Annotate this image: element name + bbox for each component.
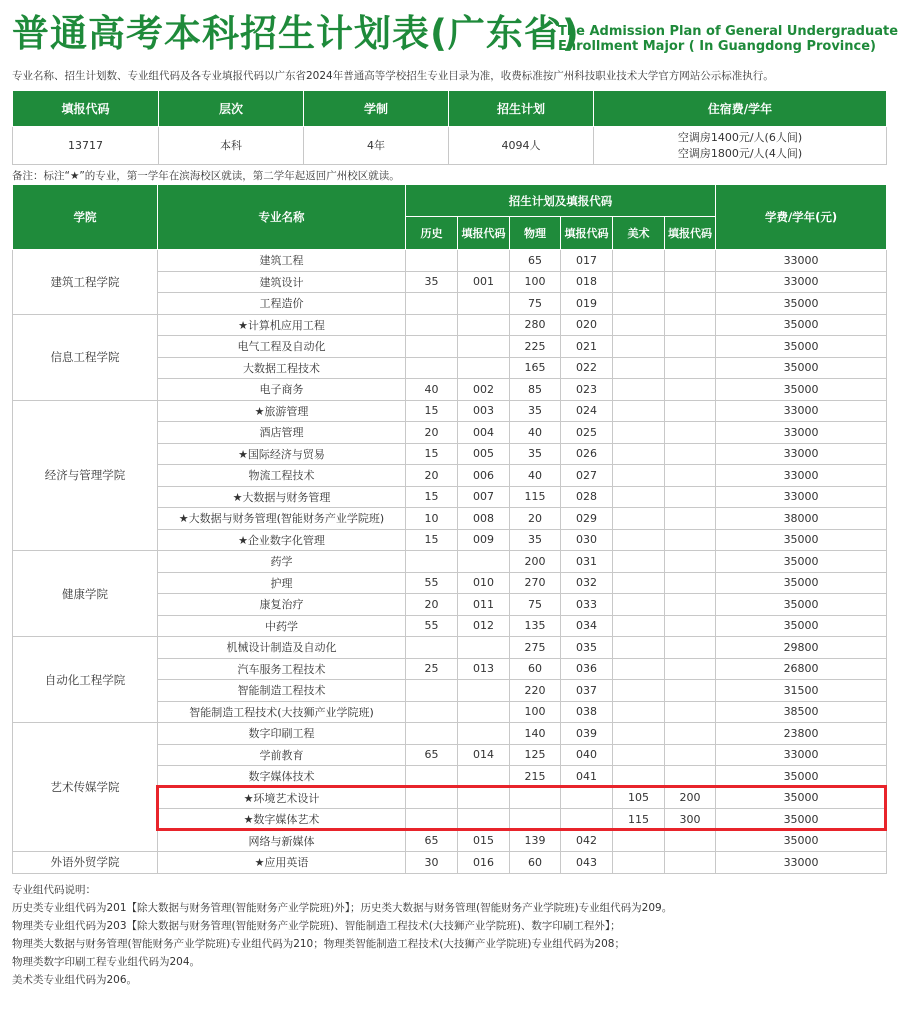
history-code: 009	[458, 529, 510, 551]
summary-table	[12, 90, 887, 165]
table-row	[13, 250, 887, 272]
art-code	[665, 422, 716, 444]
history-count	[406, 701, 458, 723]
history-count: 15	[406, 400, 458, 422]
physics-code: 020	[561, 314, 613, 336]
physics-count: 85	[510, 379, 561, 401]
physics-code: 029	[561, 508, 613, 530]
summary-header-row	[13, 91, 887, 127]
art-count: 115	[613, 809, 665, 831]
major-name: 智能制造工程技术(大技狮产业学院班)	[158, 701, 406, 723]
college-name: 建筑工程学院	[13, 250, 158, 315]
history-code: 007	[458, 486, 510, 508]
physics-count: 139	[510, 830, 561, 852]
history-code	[458, 680, 510, 702]
art-count	[613, 594, 665, 616]
art-count	[613, 830, 665, 852]
college-name: 健康学院	[13, 551, 158, 637]
history-count: 20	[406, 465, 458, 487]
history-count: 55	[406, 572, 458, 594]
history-count: 20	[406, 594, 458, 616]
history-code	[458, 551, 510, 573]
history-count: 15	[406, 443, 458, 465]
page-title-english	[558, 24, 898, 54]
college-name: 艺术传媒学院	[13, 723, 158, 852]
history-code: 002	[458, 379, 510, 401]
art-count	[613, 314, 665, 336]
tuition-fee: 35000	[716, 787, 887, 809]
star-note: 备注：标注“★”的专业，第一学年在滨海校区就读，第二学年起返回广州校区就读。	[12, 170, 400, 182]
major-name: 网络与新媒体	[158, 830, 406, 852]
history-code: 010	[458, 572, 510, 594]
art-count	[613, 508, 665, 530]
physics-count: 60	[510, 852, 561, 874]
tuition-fee: 33000	[716, 250, 887, 272]
art-count	[613, 529, 665, 551]
physics-count: 200	[510, 551, 561, 573]
art-count	[613, 701, 665, 723]
art-code	[665, 701, 716, 723]
major-name: 建筑工程	[158, 250, 406, 272]
major-name: ★国际经济与贸易	[158, 443, 406, 465]
history-count	[406, 787, 458, 809]
physics-code: 018	[561, 271, 613, 293]
major-name: 建筑设计	[158, 271, 406, 293]
tuition-fee: 33000	[716, 465, 887, 487]
history-code: 014	[458, 744, 510, 766]
major-name: 电气工程及自动化	[158, 336, 406, 358]
history-code: 005	[458, 443, 510, 465]
art-code	[665, 486, 716, 508]
physics-code: 043	[561, 852, 613, 874]
history-count	[406, 314, 458, 336]
history-count	[406, 357, 458, 379]
header-fee: 学费/学年(元)	[716, 185, 887, 250]
major-name: 数字印刷工程	[158, 723, 406, 745]
art-code	[665, 723, 716, 745]
footnote-line: 美术类专业组代码为206。	[12, 974, 138, 986]
art-code	[665, 529, 716, 551]
physics-count: 115	[510, 486, 561, 508]
major-name: 酒店管理	[158, 422, 406, 444]
tuition-fee: 35000	[716, 357, 887, 379]
art-code	[665, 314, 716, 336]
art-code	[665, 293, 716, 315]
major-name: 康复治疗	[158, 594, 406, 616]
major-name: 药学	[158, 551, 406, 573]
history-code: 006	[458, 465, 510, 487]
tuition-fee: 33000	[716, 422, 887, 444]
header-history: 历史	[406, 217, 458, 250]
art-code	[665, 379, 716, 401]
major-name: ★环境艺术设计	[158, 787, 406, 809]
major-name: 汽车服务工程技术	[158, 658, 406, 680]
header-art: 美术	[613, 217, 665, 250]
major-name: ★旅游管理	[158, 400, 406, 422]
header-physics: 物理	[510, 217, 561, 250]
physics-count: 40	[510, 465, 561, 487]
tuition-fee: 35000	[716, 529, 887, 551]
art-count	[613, 379, 665, 401]
major-name: ★应用英语	[158, 852, 406, 874]
tuition-fee: 33000	[716, 271, 887, 293]
college-name: 自动化工程学院	[13, 637, 158, 723]
history-code	[458, 357, 510, 379]
summary-lodging	[594, 127, 887, 165]
physics-code: 021	[561, 336, 613, 358]
tuition-fee: 35000	[716, 615, 887, 637]
header-history-code: 填报代码	[458, 217, 510, 250]
physics-code: 030	[561, 529, 613, 551]
header-major: 专业名称	[158, 185, 406, 250]
art-code	[665, 852, 716, 874]
footnotes	[12, 881, 672, 989]
history-code: 001	[458, 271, 510, 293]
header-plan-group: 招生计划及填报代码	[406, 185, 716, 217]
art-count	[613, 293, 665, 315]
table-row	[13, 637, 887, 659]
physics-code: 042	[561, 830, 613, 852]
physics-count	[510, 809, 561, 831]
art-count	[613, 465, 665, 487]
tuition-fee: 35000	[716, 336, 887, 358]
physics-code: 041	[561, 766, 613, 788]
summary-header-code: 填报代码	[13, 91, 159, 127]
physics-code: 019	[561, 293, 613, 315]
physics-code: 033	[561, 594, 613, 616]
physics-code: 035	[561, 637, 613, 659]
physics-code: 025	[561, 422, 613, 444]
physics-code: 040	[561, 744, 613, 766]
history-count: 15	[406, 486, 458, 508]
summary-level: 本科	[159, 127, 304, 165]
history-count: 40	[406, 379, 458, 401]
art-code	[665, 615, 716, 637]
tuition-fee: 35000	[716, 809, 887, 831]
history-count: 30	[406, 852, 458, 874]
history-code	[458, 787, 510, 809]
physics-count: 220	[510, 680, 561, 702]
physics-count: 270	[510, 572, 561, 594]
history-code	[458, 336, 510, 358]
table-row	[13, 723, 887, 745]
art-count	[613, 723, 665, 745]
physics-count: 215	[510, 766, 561, 788]
physics-code: 038	[561, 701, 613, 723]
art-count	[613, 572, 665, 594]
tuition-fee: 35000	[716, 379, 887, 401]
history-code	[458, 250, 510, 272]
physics-count: 75	[510, 594, 561, 616]
physics-count: 100	[510, 701, 561, 723]
major-name: 机械设计制造及自动化	[158, 637, 406, 659]
major-name: 工程造价	[158, 293, 406, 315]
major-name: 学前教育	[158, 744, 406, 766]
tuition-fee: 33000	[716, 443, 887, 465]
art-code	[665, 680, 716, 702]
art-code	[665, 637, 716, 659]
major-name: ★大数据与财务管理	[158, 486, 406, 508]
history-code: 012	[458, 615, 510, 637]
major-name: 数字媒体技术	[158, 766, 406, 788]
art-code	[665, 766, 716, 788]
tuition-fee: 29800	[716, 637, 887, 659]
art-code	[665, 443, 716, 465]
art-count	[613, 400, 665, 422]
history-code: 004	[458, 422, 510, 444]
history-count: 20	[406, 422, 458, 444]
tuition-fee: 33000	[716, 744, 887, 766]
art-count	[613, 357, 665, 379]
history-count	[406, 637, 458, 659]
header-college: 学院	[13, 185, 158, 250]
physics-count: 135	[510, 615, 561, 637]
art-count	[613, 250, 665, 272]
history-code: 011	[458, 594, 510, 616]
art-code	[665, 551, 716, 573]
art-count	[613, 852, 665, 874]
art-code	[665, 508, 716, 530]
major-name: ★数字媒体艺术	[158, 809, 406, 831]
art-code: 300	[665, 809, 716, 831]
header-physics-code: 填报代码	[561, 217, 613, 250]
art-code	[665, 830, 716, 852]
art-code	[665, 400, 716, 422]
physics-code: 036	[561, 658, 613, 680]
major-name: ★大数据与财务管理(智能财务产业学院班)	[158, 508, 406, 530]
art-count	[613, 443, 665, 465]
physics-count: 75	[510, 293, 561, 315]
tuition-fee: 35000	[716, 830, 887, 852]
art-code	[665, 357, 716, 379]
art-code	[665, 744, 716, 766]
art-code	[665, 658, 716, 680]
history-count: 65	[406, 830, 458, 852]
history-count	[406, 809, 458, 831]
history-code	[458, 723, 510, 745]
major-name: 物流工程技术	[158, 465, 406, 487]
physics-code: 039	[561, 723, 613, 745]
history-code	[458, 766, 510, 788]
physics-code: 031	[561, 551, 613, 573]
major-name: 智能制造工程技术	[158, 680, 406, 702]
history-count	[406, 551, 458, 573]
history-count	[406, 766, 458, 788]
title-en-line2: Enrollment Major ( In Guangdong Province)	[558, 39, 876, 54]
history-count	[406, 680, 458, 702]
summary-header-plan: 招生计划	[449, 91, 594, 127]
tuition-fee: 33000	[716, 400, 887, 422]
history-count	[406, 336, 458, 358]
tuition-fee: 31500	[716, 680, 887, 702]
history-code	[458, 809, 510, 831]
footnote-line: 物理类大数据与财务管理(智能财务产业学院班)专业组代码为210；物理类智能制造工程技术(大技狮产业学院班)专业组代码为208；	[12, 938, 625, 950]
college-name: 经济与管理学院	[13, 400, 158, 551]
art-count	[613, 766, 665, 788]
footnote-line: 专业组代码说明：	[12, 884, 96, 896]
physics-code	[561, 809, 613, 831]
summary-header-duration: 学制	[304, 91, 449, 127]
history-code: 008	[458, 508, 510, 530]
art-count	[613, 422, 665, 444]
header-art-code: 填报代码	[665, 217, 716, 250]
art-code	[665, 271, 716, 293]
major-name: ★计算机应用工程	[158, 314, 406, 336]
table-row	[13, 314, 887, 336]
footnote-line: 历史类专业组代码为201【除大数据与财务管理(智能财务产业学院班)外】；历史类大数据与财务管理(智能财务产业学院班)专业组代码为209。	[12, 902, 673, 914]
physics-code: 017	[561, 250, 613, 272]
tuition-fee: 35000	[716, 314, 887, 336]
major-name: 电子商务	[158, 379, 406, 401]
summary-code: 13717	[13, 127, 159, 165]
art-count: 105	[613, 787, 665, 809]
art-count	[613, 680, 665, 702]
physics-code: 027	[561, 465, 613, 487]
history-code: 003	[458, 400, 510, 422]
physics-count: 60	[510, 658, 561, 680]
physics-code: 022	[561, 357, 613, 379]
summary-plan: 4094人	[449, 127, 594, 165]
physics-code: 026	[561, 443, 613, 465]
physics-code	[561, 787, 613, 809]
tuition-fee: 38000	[716, 508, 887, 530]
art-count	[613, 615, 665, 637]
physics-count	[510, 787, 561, 809]
history-count: 65	[406, 744, 458, 766]
history-code: 016	[458, 852, 510, 874]
history-count	[406, 723, 458, 745]
college-name: 外语外贸学院	[13, 852, 158, 874]
summary-duration: 4年	[304, 127, 449, 165]
table-row	[13, 400, 887, 422]
tuition-fee: 35000	[716, 293, 887, 315]
art-count	[613, 658, 665, 680]
history-count: 10	[406, 508, 458, 530]
history-code	[458, 293, 510, 315]
art-code	[665, 594, 716, 616]
summary-header-level: 层次	[159, 91, 304, 127]
tuition-fee: 35000	[716, 572, 887, 594]
table-row	[13, 551, 887, 573]
lodging-line2: 空调房1800元/人(4人间)	[677, 146, 803, 160]
physics-count: 275	[510, 637, 561, 659]
physics-count: 165	[510, 357, 561, 379]
art-code: 200	[665, 787, 716, 809]
physics-count: 35	[510, 400, 561, 422]
art-code	[665, 336, 716, 358]
art-count	[613, 637, 665, 659]
physics-count: 35	[510, 529, 561, 551]
history-count	[406, 293, 458, 315]
tuition-fee: 38500	[716, 701, 887, 723]
history-count: 15	[406, 529, 458, 551]
physics-count: 100	[510, 271, 561, 293]
page-header	[12, 10, 899, 58]
lodging-line1: 空调房1400元/人(6人间)	[677, 130, 803, 144]
tuition-fee: 26800	[716, 658, 887, 680]
history-count: 35	[406, 271, 458, 293]
college-name: 信息工程学院	[13, 314, 158, 400]
page-title: 普通高考本科招生计划表(广东省)	[12, 12, 580, 55]
history-count: 25	[406, 658, 458, 680]
tuition-fee: 33000	[716, 486, 887, 508]
plan-header-row1	[13, 185, 887, 217]
physics-count: 140	[510, 723, 561, 745]
tuition-fee: 23800	[716, 723, 887, 745]
physics-count: 125	[510, 744, 561, 766]
art-count	[613, 551, 665, 573]
art-count	[613, 271, 665, 293]
major-name: 中药学	[158, 615, 406, 637]
major-name: 大数据工程技术	[158, 357, 406, 379]
title-en-line1: The Admission Plan of General Undergraduate	[558, 24, 899, 39]
physics-code: 023	[561, 379, 613, 401]
tuition-fee: 35000	[716, 766, 887, 788]
art-count	[613, 486, 665, 508]
tuition-fee: 35000	[716, 551, 887, 573]
history-code: 013	[458, 658, 510, 680]
physics-count: 35	[510, 443, 561, 465]
art-code	[665, 465, 716, 487]
major-name: ★企业数字化管理	[158, 529, 406, 551]
physics-count: 225	[510, 336, 561, 358]
plan-table	[12, 184, 887, 874]
physics-code: 024	[561, 400, 613, 422]
physics-count: 65	[510, 250, 561, 272]
summary-header-lodging: 住宿费/学年	[594, 91, 887, 127]
history-code: 015	[458, 830, 510, 852]
physics-code: 034	[561, 615, 613, 637]
physics-count: 40	[510, 422, 561, 444]
history-count	[406, 250, 458, 272]
table-row	[13, 852, 887, 874]
history-code	[458, 637, 510, 659]
art-code	[665, 572, 716, 594]
physics-count: 280	[510, 314, 561, 336]
art-count	[613, 744, 665, 766]
history-count: 55	[406, 615, 458, 637]
tuition-fee: 35000	[716, 594, 887, 616]
history-code	[458, 701, 510, 723]
footnote-line: 物理类专业组代码为203【除大数据与财务管理(智能财务产业学院班)、智能制造工程技术(大技狮产业学院班)、数字印刷工程外】；	[12, 920, 621, 932]
history-code	[458, 314, 510, 336]
tuition-fee: 33000	[716, 852, 887, 874]
footnote-line: 物理类数字印刷工程专业组代码为204。	[12, 956, 201, 968]
physics-code: 028	[561, 486, 613, 508]
intro-text: 专业名称、招生计划数、专业组代码及各专业填报代码以广东省2024年普通高等学校招生专业目录为准，收费标准按广州科技职业技术大学官方网站公示标准执行。	[12, 70, 774, 82]
physics-code: 032	[561, 572, 613, 594]
plan-table-body	[13, 250, 887, 874]
summary-value-row	[13, 127, 887, 165]
physics-count: 20	[510, 508, 561, 530]
art-code	[665, 250, 716, 272]
physics-code: 037	[561, 680, 613, 702]
major-name: 护理	[158, 572, 406, 594]
art-count	[613, 336, 665, 358]
